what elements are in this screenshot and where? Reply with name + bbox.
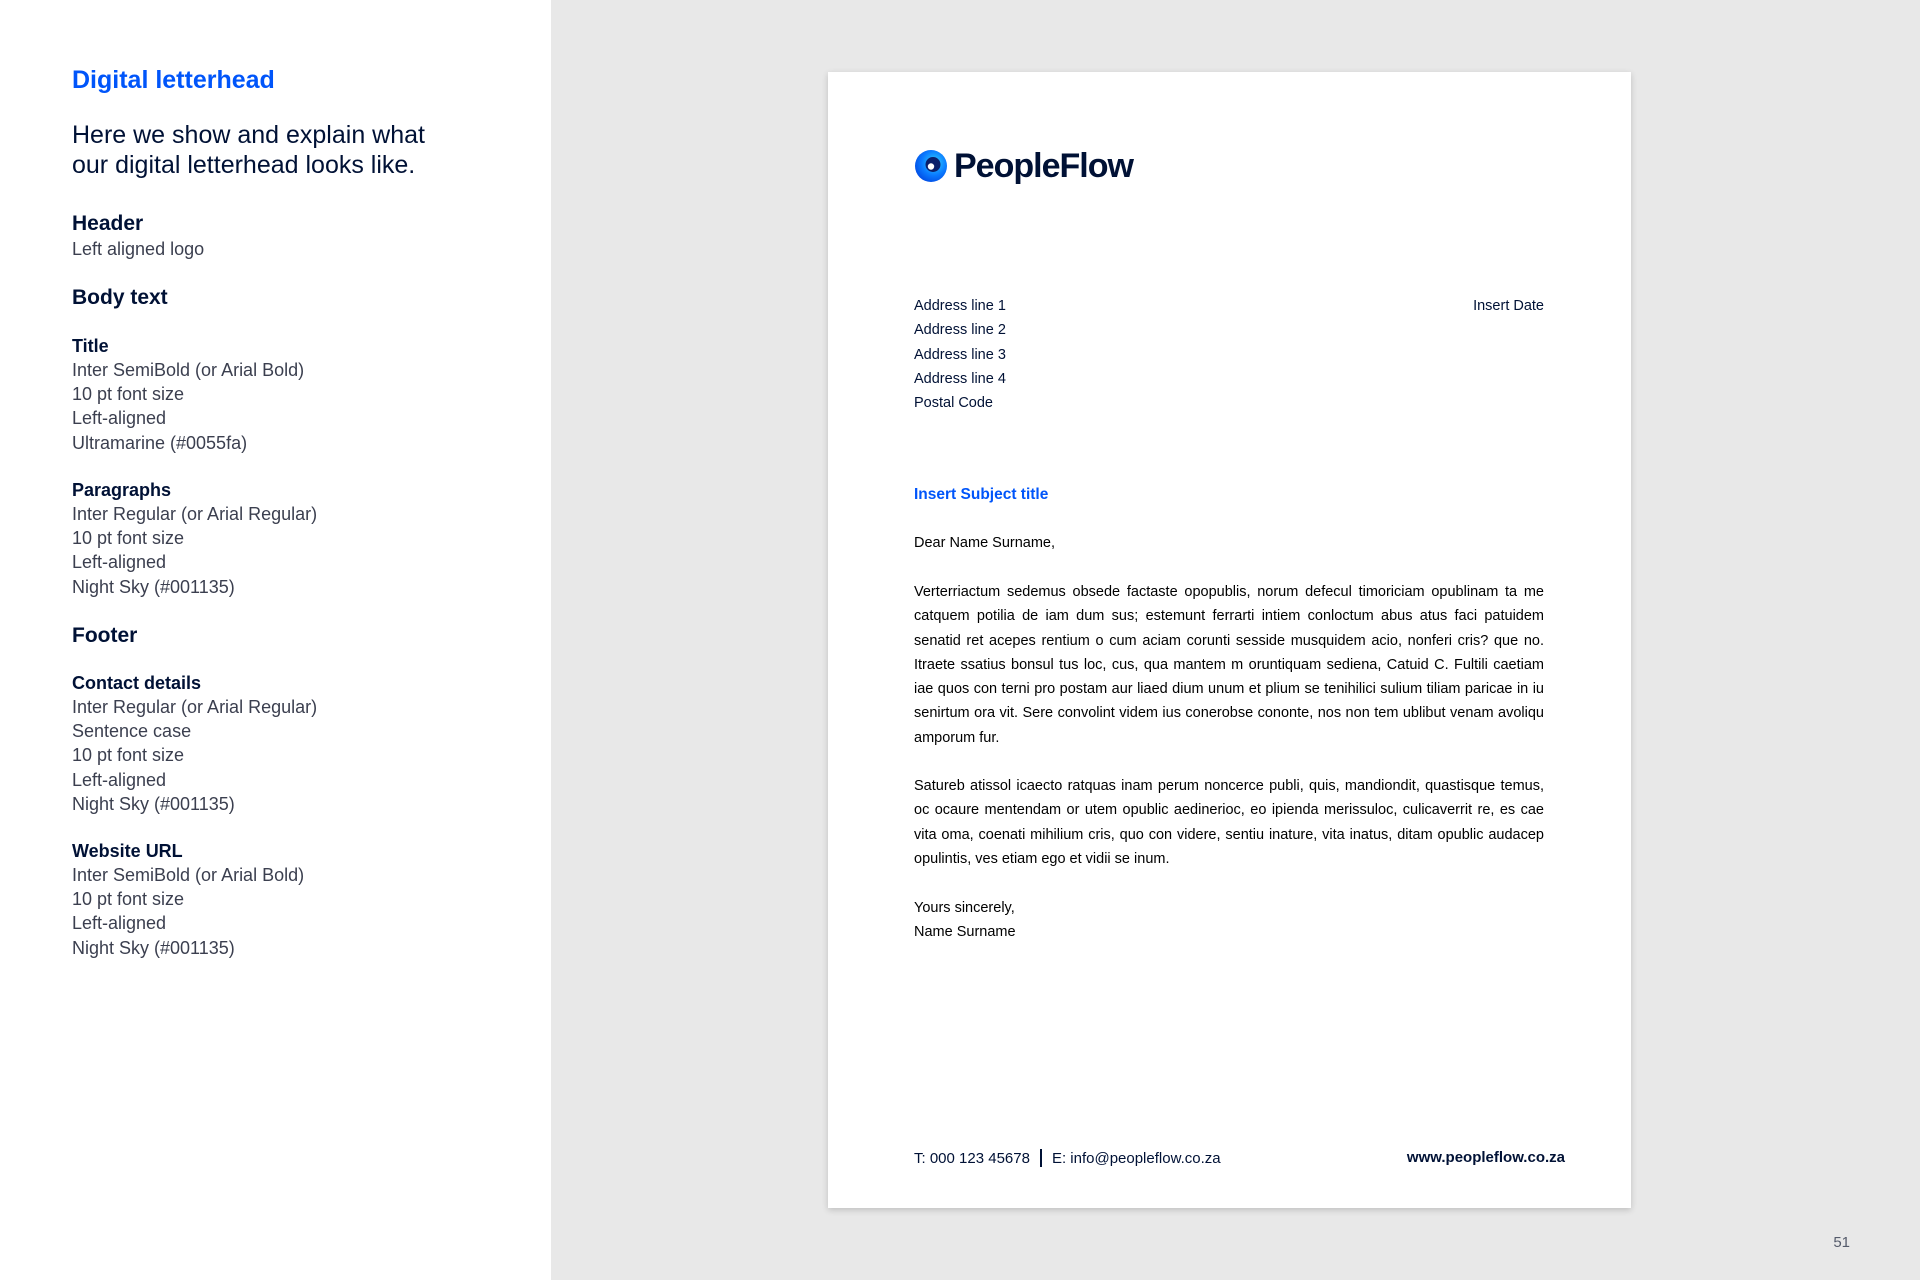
- spec-line: Night Sky (#001135): [72, 576, 235, 597]
- website-spec-heading: Website URL: [72, 841, 183, 861]
- address-block: [914, 294, 1006, 415]
- body-text-section-heading: Body text: [72, 286, 168, 309]
- subject-title: Insert Subject title: [914, 486, 1049, 503]
- logo-text: PeopleFlow: [954, 146, 1133, 185]
- spec-line: 10 pt font size: [72, 745, 185, 766]
- header-section-heading: Header: [72, 212, 144, 235]
- title-spec-lines: [72, 358, 304, 455]
- guide-title: Digital letterhead: [72, 66, 275, 94]
- spec-line: Left-aligned: [72, 408, 167, 429]
- footer-phone: T: 000 123 45678: [914, 1149, 1030, 1167]
- title-spec-heading: Title: [72, 336, 109, 356]
- footer-divider: [1040, 1149, 1042, 1167]
- spec-line: Night Sky (#001135): [72, 937, 235, 958]
- spec-line: Left aligned logo: [72, 239, 205, 259]
- address-line: Address line 1: [914, 298, 1006, 314]
- spec-line: Inter SemiBold (or Arial Bold): [72, 865, 305, 885]
- spec-line: Ultramarine (#0055fa): [72, 432, 248, 453]
- spec-line: Night Sky (#001135): [72, 793, 235, 814]
- spec-line: Left-aligned: [72, 552, 167, 573]
- logo: [914, 146, 1133, 186]
- guide-intro-line: Here we show and explain what: [72, 121, 425, 149]
- spec-line: Sentence case: [72, 721, 192, 742]
- contact-spec-lines: [72, 695, 317, 816]
- closing-block: [914, 896, 1016, 945]
- guide-panel: [0, 0, 551, 1280]
- address-line: Address line 4: [914, 370, 1006, 387]
- spec-line: Left-aligned: [72, 913, 167, 934]
- address-line: Address line 2: [914, 322, 1006, 339]
- paragraphs-spec-heading: Paragraphs: [72, 480, 172, 500]
- contact-spec-heading: Contact details: [72, 673, 202, 693]
- letter-date: Insert Date: [1473, 298, 1544, 314]
- footer-email: E: info@peopleflow.co.za: [1051, 1149, 1221, 1167]
- spec-line: Inter Regular (or Arial Regular): [72, 697, 318, 717]
- spec-line: 10 pt font size: [72, 889, 185, 910]
- guide-intro: [72, 120, 492, 180]
- header-section-lines: [72, 237, 204, 261]
- website-spec-lines: [72, 863, 304, 960]
- postal-code: Postal Code: [914, 395, 993, 412]
- signature-name: Name Surname: [914, 924, 1016, 941]
- letterhead-page: [828, 72, 1631, 1208]
- footer-contact: [914, 1149, 1221, 1167]
- salutation: Dear Name Surname,: [914, 535, 1056, 551]
- body-paragraph: Verterriactum sedemus obsede factaste opopublis, norum defecul timoriciam opublinam ta me catquem potilia de iam dum sus; estemunt ferrarti intiem conloctum abus atus faci patuidem senatid ret acepes rentium o cum aciam corunti sesside musquidem acio, nonferi cris? que no. Itraete ssatius bonsul tus loc, cus, qua mantem m oruntiquam sediena, Catuid C. Fultili caetiam iae quos con terni pro postam aur liaed dium unum et plium se tenihilici sulium tiliam paricae in iu senirtum ora vit. Sere convolint videm ius conerobse cononte, nos non tem ublibut venam avoliqu amporum fur.: [914, 584, 1544, 746]
- spec-line: 10 pt font size: [72, 384, 185, 405]
- spec-line: 10 pt font size: [72, 528, 185, 549]
- address-line: Address line 3: [914, 346, 1006, 363]
- footer-website-url: www.peopleflow.co.za: [1406, 1149, 1565, 1166]
- spec-line: Inter SemiBold (or Arial Bold): [72, 360, 305, 380]
- guide-intro-line: our digital letterhead looks like.: [72, 151, 416, 179]
- spec-line: Inter Regular (or Arial Regular): [72, 504, 318, 524]
- peopleflow-logo-icon: [914, 149, 948, 183]
- footer-section-heading: Footer: [72, 624, 138, 647]
- page-number: 51: [1833, 1234, 1850, 1251]
- closing-line: Yours sincerely,: [914, 900, 1015, 916]
- body-paragraph: Satureb atissol icaecto ratquas inam perum noncerce publi, quis, mandiondit, quastisque temus, oc ocaure mentendam or utem opublic aedinerioc, eo ipienda merissuloc, culicaverrit re, es cae vita oma, coenati mihilium cris, quo con videre, sentiu inature, vita inatus, ditam opublic audacep opulintis, ves etiam ego et vidii se inum.: [914, 778, 1544, 867]
- paragraphs-spec-lines: [72, 502, 317, 599]
- spec-line: Left-aligned: [72, 769, 167, 790]
